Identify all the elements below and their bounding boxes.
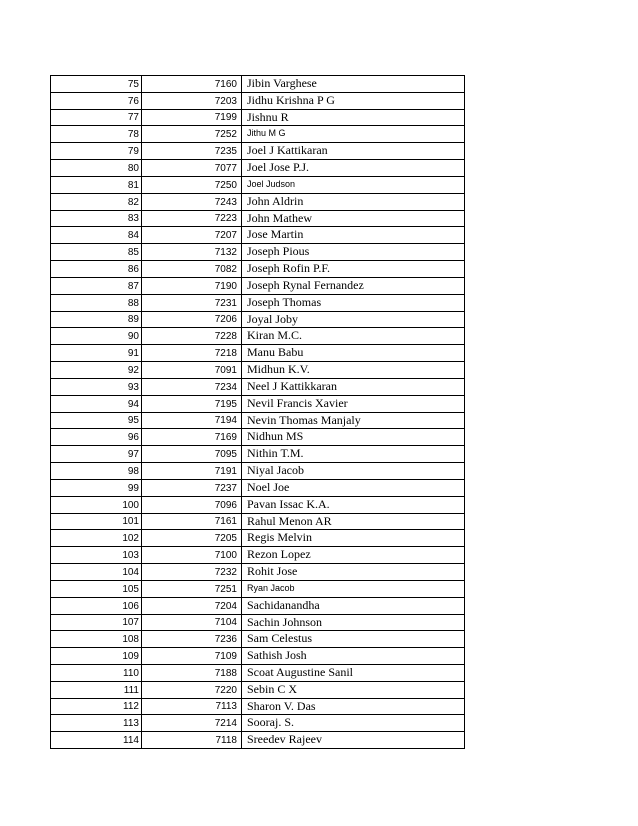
serial-number-cell: 101: [51, 513, 142, 530]
roll-code-cell: 7095: [142, 446, 242, 463]
student-name-cell: Niyal Jacob: [242, 463, 465, 480]
student-name-cell: Joel Jose P.J.: [242, 160, 465, 177]
serial-number-cell: 83: [51, 210, 142, 227]
roll-code-cell: 7223: [142, 210, 242, 227]
student-list-table: [50, 75, 465, 749]
table-row: [51, 345, 465, 362]
student-name-cell: Rohit Jose: [242, 564, 465, 581]
student-name-cell: Joyal Joby: [242, 311, 465, 328]
student-name-cell: Regis Melvin: [242, 530, 465, 547]
student-name-cell: Joseph Pious: [242, 244, 465, 261]
serial-number-cell: 95: [51, 412, 142, 429]
table-row: [51, 261, 465, 278]
roll-code-cell: 7250: [142, 176, 242, 193]
serial-number-cell: 113: [51, 715, 142, 732]
student-name-cell: Joseph Rofin P.F.: [242, 261, 465, 278]
table-row: [51, 143, 465, 160]
roll-code-cell: 7132: [142, 244, 242, 261]
serial-number-cell: 93: [51, 378, 142, 395]
serial-number-cell: 86: [51, 261, 142, 278]
roll-code-cell: 7243: [142, 193, 242, 210]
roll-code-cell: 7204: [142, 597, 242, 614]
table-row: [51, 378, 465, 395]
student-name-cell: John Aldrin: [242, 193, 465, 210]
table-row: [51, 496, 465, 513]
student-name-cell: Jose Martin: [242, 227, 465, 244]
roll-code-cell: 7235: [142, 143, 242, 160]
student-name-cell: Manu Babu: [242, 345, 465, 362]
table-row: [51, 681, 465, 698]
table-row: [51, 92, 465, 109]
student-name-cell: Noel Joe: [242, 479, 465, 496]
roll-code-cell: 7236: [142, 631, 242, 648]
serial-number-cell: 79: [51, 143, 142, 160]
student-name-cell: Kiran M.C.: [242, 328, 465, 345]
roll-code-cell: 7195: [142, 395, 242, 412]
student-name-cell: Sachin Johnson: [242, 614, 465, 631]
student-name-cell: Neel J Kattikkaran: [242, 378, 465, 395]
table-row: [51, 446, 465, 463]
serial-number-cell: 84: [51, 227, 142, 244]
roll-code-cell: 7169: [142, 429, 242, 446]
serial-number-cell: 94: [51, 395, 142, 412]
student-name-cell: Jithu M G: [242, 126, 465, 143]
table-row: [51, 362, 465, 379]
serial-number-cell: 97: [51, 446, 142, 463]
roll-code-cell: 7252: [142, 126, 242, 143]
serial-number-cell: 106: [51, 597, 142, 614]
roll-code-cell: 7160: [142, 76, 242, 93]
roll-code-cell: 7234: [142, 378, 242, 395]
roll-code-cell: 7109: [142, 648, 242, 665]
roll-code-cell: 7188: [142, 664, 242, 681]
serial-number-cell: 105: [51, 580, 142, 597]
roll-code-cell: 7191: [142, 463, 242, 480]
table-body: [51, 76, 465, 749]
roll-code-cell: 7161: [142, 513, 242, 530]
serial-number-cell: 100: [51, 496, 142, 513]
serial-number-cell: 110: [51, 664, 142, 681]
roll-code-cell: 7104: [142, 614, 242, 631]
serial-number-cell: 114: [51, 732, 142, 749]
roll-code-cell: 7113: [142, 698, 242, 715]
serial-number-cell: 78: [51, 126, 142, 143]
student-name-cell: Midhun K.V.: [242, 362, 465, 379]
table-row: [51, 193, 465, 210]
roll-code-cell: 7096: [142, 496, 242, 513]
serial-number-cell: 91: [51, 345, 142, 362]
table-row: [51, 479, 465, 496]
table-row: [51, 160, 465, 177]
student-name-cell: Sooraj. S.: [242, 715, 465, 732]
table-row: [51, 648, 465, 665]
roll-code-cell: 7199: [142, 109, 242, 126]
table-row: [51, 463, 465, 480]
roll-code-cell: 7194: [142, 412, 242, 429]
serial-number-cell: 103: [51, 547, 142, 564]
student-name-cell: Joseph Thomas: [242, 294, 465, 311]
table-row: [51, 311, 465, 328]
student-name-cell: Jishnu R: [242, 109, 465, 126]
serial-number-cell: 99: [51, 479, 142, 496]
serial-number-cell: 75: [51, 76, 142, 93]
roll-code-cell: 7206: [142, 311, 242, 328]
serial-number-cell: 96: [51, 429, 142, 446]
table-row: [51, 126, 465, 143]
serial-number-cell: 107: [51, 614, 142, 631]
student-name-cell: Jidhu Krishna P G: [242, 92, 465, 109]
student-name-cell: Jibin Varghese: [242, 76, 465, 93]
table-row: [51, 614, 465, 631]
roll-code-cell: 7251: [142, 580, 242, 597]
table-row: [51, 530, 465, 547]
roll-code-cell: 7218: [142, 345, 242, 362]
table-row: [51, 244, 465, 261]
table-row: [51, 227, 465, 244]
roll-code-cell: 7232: [142, 564, 242, 581]
serial-number-cell: 87: [51, 277, 142, 294]
table-row: [51, 597, 465, 614]
student-name-cell: Joseph Rynal Fernandez: [242, 277, 465, 294]
student-name-cell: Rezon Lopez: [242, 547, 465, 564]
table-row: [51, 732, 465, 749]
serial-number-cell: 109: [51, 648, 142, 665]
serial-number-cell: 80: [51, 160, 142, 177]
student-name-cell: Joel Judson: [242, 176, 465, 193]
table-row: [51, 176, 465, 193]
table-row: [51, 412, 465, 429]
roll-code-cell: 7220: [142, 681, 242, 698]
student-name-cell: Joel J Kattikaran: [242, 143, 465, 160]
table-row: [51, 109, 465, 126]
table-row: [51, 698, 465, 715]
serial-number-cell: 112: [51, 698, 142, 715]
roll-code-cell: 7231: [142, 294, 242, 311]
student-name-cell: Sathish Josh: [242, 648, 465, 665]
table-row: [51, 395, 465, 412]
roll-code-cell: 7237: [142, 479, 242, 496]
serial-number-cell: 88: [51, 294, 142, 311]
table-row: [51, 277, 465, 294]
roll-code-cell: 7100: [142, 547, 242, 564]
roll-code-cell: 7207: [142, 227, 242, 244]
student-name-cell: Nevin Thomas Manjaly: [242, 412, 465, 429]
table-row: [51, 664, 465, 681]
roll-code-cell: 7203: [142, 92, 242, 109]
student-name-cell: Nevil Francis Xavier: [242, 395, 465, 412]
serial-number-cell: 104: [51, 564, 142, 581]
serial-number-cell: 89: [51, 311, 142, 328]
roll-code-cell: 7214: [142, 715, 242, 732]
student-name-cell: Sharon V. Das: [242, 698, 465, 715]
serial-number-cell: 76: [51, 92, 142, 109]
serial-number-cell: 111: [51, 681, 142, 698]
serial-number-cell: 108: [51, 631, 142, 648]
table-row: [51, 328, 465, 345]
student-name-cell: Sebin C X: [242, 681, 465, 698]
student-name-cell: Sam Celestus: [242, 631, 465, 648]
table-row: [51, 564, 465, 581]
student-name-cell: Scoat Augustine Sanil: [242, 664, 465, 681]
table-row: [51, 631, 465, 648]
student-name-cell: Pavan Issac K.A.: [242, 496, 465, 513]
table-row: [51, 580, 465, 597]
serial-number-cell: 98: [51, 463, 142, 480]
roll-code-cell: 7205: [142, 530, 242, 547]
serial-number-cell: 82: [51, 193, 142, 210]
roll-code-cell: 7228: [142, 328, 242, 345]
roll-code-cell: 7190: [142, 277, 242, 294]
serial-number-cell: 77: [51, 109, 142, 126]
table-row: [51, 294, 465, 311]
table-row: [51, 715, 465, 732]
serial-number-cell: 92: [51, 362, 142, 379]
roll-code-cell: 7082: [142, 261, 242, 278]
student-name-cell: Nithin T.M.: [242, 446, 465, 463]
student-name-cell: John Mathew: [242, 210, 465, 227]
table-row: [51, 76, 465, 93]
student-name-cell: Rahul Menon AR: [242, 513, 465, 530]
roll-code-cell: 7077: [142, 160, 242, 177]
table-row: [51, 210, 465, 227]
serial-number-cell: 90: [51, 328, 142, 345]
serial-number-cell: 85: [51, 244, 142, 261]
roll-code-cell: 7118: [142, 732, 242, 749]
serial-number-cell: 81: [51, 176, 142, 193]
table-row: [51, 513, 465, 530]
roll-code-cell: 7091: [142, 362, 242, 379]
table-row: [51, 429, 465, 446]
serial-number-cell: 102: [51, 530, 142, 547]
table-row: [51, 547, 465, 564]
student-name-cell: Sachidanandha: [242, 597, 465, 614]
student-name-cell: Sreedev Rajeev: [242, 732, 465, 749]
student-name-cell: Nidhun MS: [242, 429, 465, 446]
student-name-cell: Ryan Jacob: [242, 580, 465, 597]
